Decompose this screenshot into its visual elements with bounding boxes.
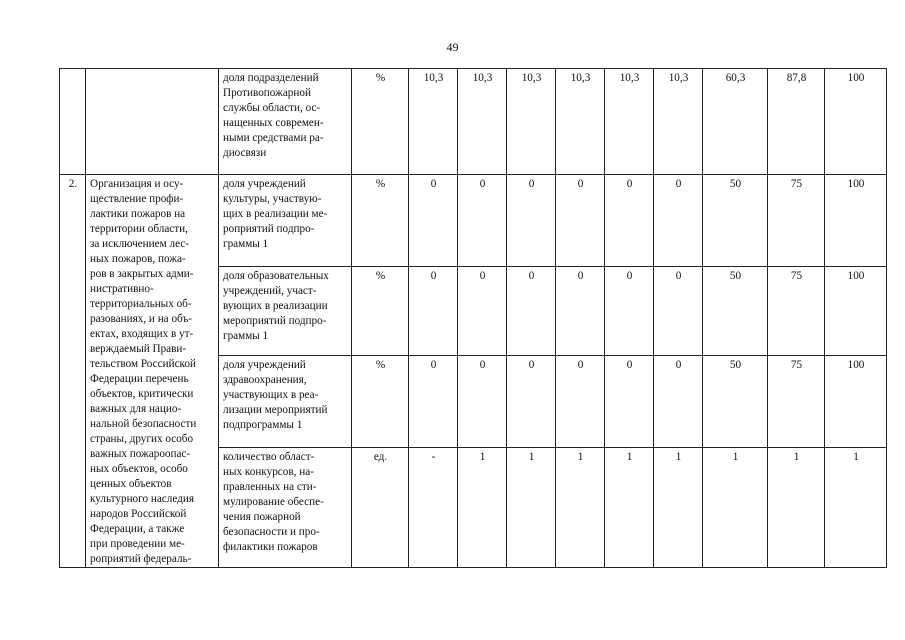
- row-number-cell: [60, 69, 86, 175]
- value-cell: 0: [654, 266, 703, 356]
- value-cell: 10,3: [556, 69, 605, 175]
- indicator-cell: доля образовательных учреждений, участ- вующих в реализации мероприятий подпро- граммы 1: [219, 266, 352, 356]
- unit-cell: %: [352, 266, 409, 356]
- value-cell: 50: [703, 356, 768, 448]
- value-cell: 75: [768, 356, 825, 448]
- value-cell: 0: [654, 356, 703, 448]
- unit-cell: %: [352, 175, 409, 267]
- value-cell: 100: [825, 69, 887, 175]
- page-number: 49: [446, 40, 459, 54]
- value-cell: 100: [825, 266, 887, 356]
- value-cell: 10,3: [507, 69, 556, 175]
- value-cell: 1: [605, 447, 654, 567]
- table-row: [60, 175, 887, 267]
- value-cell: 0: [556, 266, 605, 356]
- value-cell: 10,3: [654, 69, 703, 175]
- value-cell: 0: [605, 266, 654, 356]
- value-cell: 0: [605, 175, 654, 267]
- value-cell: 100: [825, 356, 887, 448]
- value-cell: 10,3: [458, 69, 507, 175]
- value-cell: 0: [507, 175, 556, 267]
- value-cell: 60,3: [703, 69, 768, 175]
- value-cell: 10,3: [409, 69, 458, 175]
- value-cell: 0: [458, 356, 507, 448]
- indicator-cell: доля подразделений Противопожарной службы области, ос- нащенных современ- ными средствами ра- диосвязи: [219, 69, 352, 175]
- table-row: [60, 69, 887, 175]
- value-cell: 0: [458, 175, 507, 267]
- value-cell: 0: [556, 175, 605, 267]
- value-cell: 0: [507, 356, 556, 448]
- value-cell: 1: [825, 447, 887, 567]
- value-cell: 75: [768, 266, 825, 356]
- value-cell: 0: [654, 175, 703, 267]
- indicator-cell: доля учреждений культуры, участвую- щих в реализации ме- роприятий подпро- граммы 1: [219, 175, 352, 267]
- unit-cell: %: [352, 356, 409, 448]
- task-name-cell: Организация и осу- ществление профи- лактики пожаров на территории области, за исключением лес- ных пожаров, пожа- ров в закрытых адми- нистративно- территориальных об- разованиях, и на объ- ектах, входящих в ут- верждаемый Прави- тельством Российской Федерации перечень объектов, критически важных для нацио- нальной безопасности страны, других особо важных пожароопас- ных объектов, особо ценных объектов культурного наследия народов Российской Федерации, а также при проведении ме- роприятий федераль-: [86, 175, 219, 568]
- indicator-cell: доля учреждений здравоохранения, участвующих в реа- лизации мероприятий подпрограммы 1: [219, 356, 352, 448]
- value-cell: 0: [556, 356, 605, 448]
- indicators-table: [59, 68, 887, 568]
- task-name-cell: [86, 69, 219, 175]
- value-cell: 1: [458, 447, 507, 567]
- value-cell: 0: [409, 175, 458, 267]
- value-cell: 10,3: [605, 69, 654, 175]
- task-number-cell: 2.: [60, 175, 86, 568]
- unit-cell: %: [352, 69, 409, 175]
- value-cell: 1: [703, 447, 768, 567]
- value-cell: 50: [703, 266, 768, 356]
- value-cell: 0: [605, 356, 654, 448]
- value-cell: 1: [654, 447, 703, 567]
- value-cell: 87,8: [768, 69, 825, 175]
- unit-cell: ед.: [352, 447, 409, 567]
- value-cell: 100: [825, 175, 887, 267]
- value-cell: 1: [768, 447, 825, 567]
- value-cell: 1: [507, 447, 556, 567]
- value-cell: 0: [409, 266, 458, 356]
- value-cell: 1: [556, 447, 605, 567]
- value-cell: 0: [507, 266, 556, 356]
- value-cell: 50: [703, 175, 768, 267]
- value-cell: -: [409, 447, 458, 567]
- value-cell: 0: [458, 266, 507, 356]
- indicator-cell: количество област- ных конкурсов, на- правленных на сти- мулирование обеспе- чения пожарной безопасности и про- филактики пожаров: [219, 447, 352, 567]
- value-cell: 0: [409, 356, 458, 448]
- value-cell: 75: [768, 175, 825, 267]
